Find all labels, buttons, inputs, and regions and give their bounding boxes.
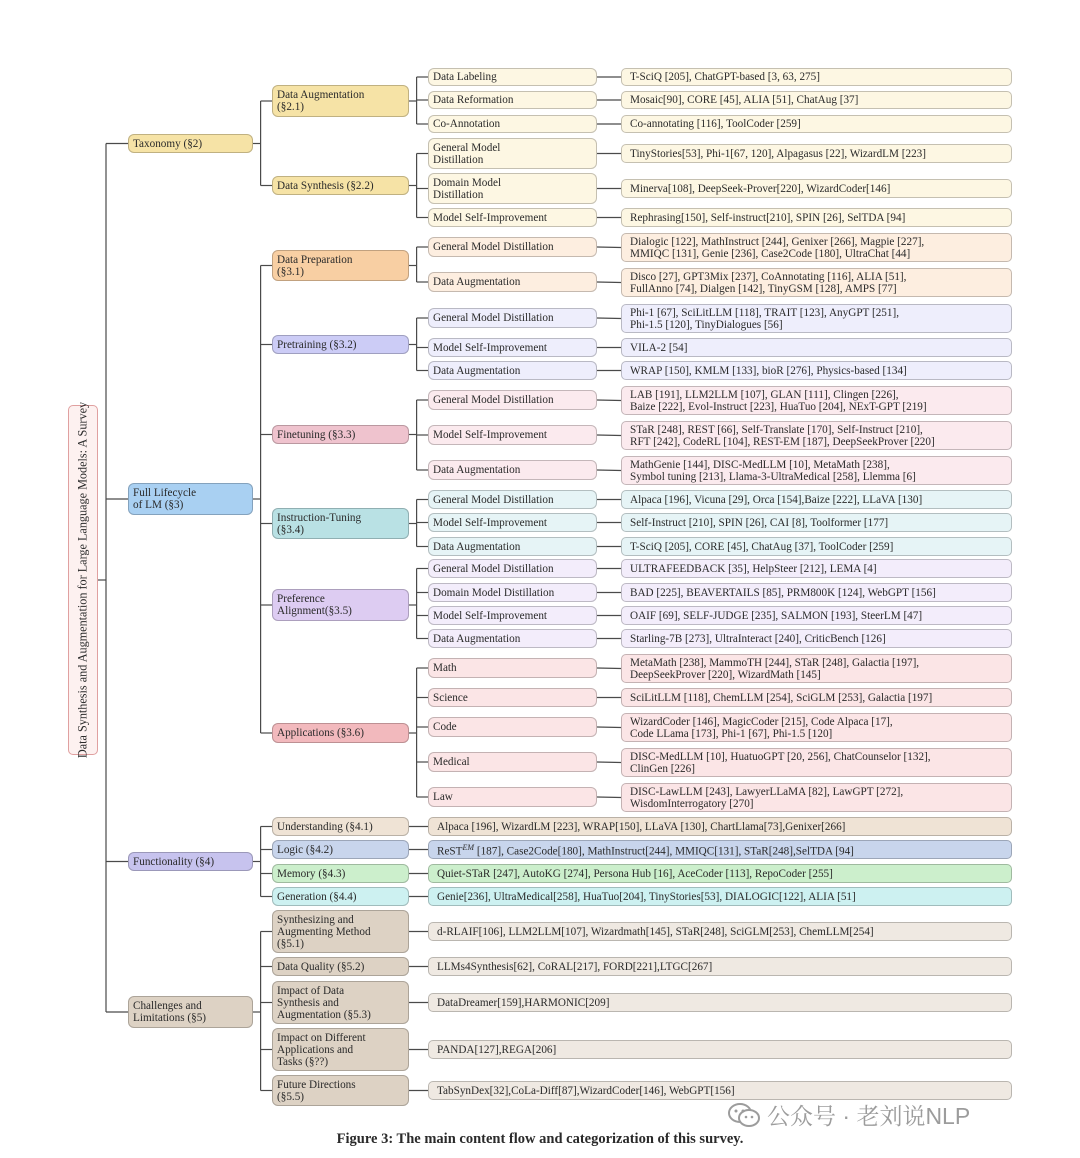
category-label: Pretraining (§3.2) <box>277 338 357 351</box>
category-box-ch4 <box>272 1028 409 1071</box>
reference-list-ch3-l <box>428 993 1012 1012</box>
category-label: Synthesizing and Augmenting Method (§5.1) <box>277 913 371 950</box>
category-box-app-med <box>428 752 597 772</box>
reference-list-fn-m-l <box>428 864 1012 883</box>
reference-text: Starling-7B [273], UltraInteract [240], CriticBench [126] <box>630 632 886 645</box>
reference-list-pre-a-l <box>621 361 1012 380</box>
reference-text: d-RLAIF[106], LLM2LLM[107], Wizardmath[145], STaR[248], SciGLM[253], ChemLLM[254] <box>437 925 874 938</box>
reference-text: Co-annotating [116], ToolCoder [259] <box>630 118 801 130</box>
category-box-syn22 <box>272 176 409 195</box>
reference-text: Dialogic [122], MathInstruct [244], Genixer [266], Magpie [227], MMIQC [131], Genie [236], Case2Code [180], UltraChat [44] <box>630 235 925 260</box>
category-label: Domain Model Distillation <box>433 586 555 599</box>
reference-text: Genie[236], UltraMedical[258], HuaTuo[204], TinyStories[53], DIALOGIC[122], ALIA [51] <box>437 890 856 903</box>
reference-text: MetaMath [238], MammoTH [244], STaR [248], Galactia [197], DeepSeekProver [220], WizardMath [145] <box>630 656 920 681</box>
reference-text: LLMs4Synthesis[62], CoRAL[217], FORD[221],LTGC[267] <box>437 960 713 973</box>
reference-list-ft-m-l <box>621 421 1012 450</box>
category-box-pa-d <box>428 583 597 602</box>
category-label: Data Quality (§5.2) <box>277 960 365 973</box>
category-label: Challenges and Limitations (§5) <box>133 1000 207 1024</box>
category-label: Data Augmentation <box>433 364 521 377</box>
category-label: Logic (§4.2) <box>277 843 333 856</box>
category-box-pa-m <box>428 606 597 625</box>
category-label: Impact of Data Synthesis and Augmentation (§5.3) <box>277 984 371 1021</box>
reference-list-app-med-l <box>621 748 1012 777</box>
category-box-coa <box>428 115 597 133</box>
category-box-pre-m <box>428 338 597 357</box>
reference-text: DISC-LawLLM [243], LawyerLLaMA [82], LawGPT [272], WisdomInterrogatory [270] <box>630 785 904 810</box>
category-box-ref <box>428 91 597 109</box>
category-label: Data Augmentation <box>433 632 521 645</box>
category-box-app-sci <box>428 688 597 707</box>
category-label: Model Self-Improvement <box>433 609 548 622</box>
reference-list-app-code-l <box>621 713 1012 742</box>
reference-list-prep-a-l <box>621 268 1012 297</box>
connector-line <box>597 668 621 669</box>
root-title: Data Synthesis and Augmentation for Large Language Models: A Survey <box>75 401 90 759</box>
reference-text: Phi-1 [67], SciLitLLM [118], TRAIT [123], AnyGPT [251], Phi-1.5 [120], TinyDialogues [56] <box>630 306 900 331</box>
category-box-ch3 <box>272 981 409 1024</box>
category-box-prep <box>272 250 409 281</box>
reference-list-fn-u-l <box>428 817 1012 836</box>
reference-text: TinyStories[53], Phi-1[67, 120], Alpagasus [22], WizardLM [223] <box>630 147 926 160</box>
category-label: Generation (§4.4) <box>277 890 357 903</box>
category-label: Science <box>433 691 468 704</box>
category-label: Data Synthesis (§2.2) <box>277 179 374 192</box>
reference-list-pa-d-l <box>621 583 1012 602</box>
reference-text: PANDA[127],REGA[206] <box>437 1043 557 1056</box>
reference-text: BAD [225], BEAVERTAILS [85], PRM800K [124], WebGPT [156] <box>630 586 936 599</box>
category-label: Preference Alignment(§3.5) <box>277 593 352 617</box>
reference-text: Quiet-STaR [247], AutoKG [274], Persona Hub [16], AceCoder [113], RepoCoder [255] <box>437 867 833 880</box>
category-label: Model Self-Improvement <box>433 341 548 354</box>
category-label: Finetuning (§3.3) <box>277 428 356 441</box>
reference-text: Alpaca [196], Vicuna [29], Orca [154],Baize [222], LLaVA [130] <box>630 493 923 506</box>
reference-text: SciLitLLM [118], ChemLLM [254], SciGLM [253], Galactia [197] <box>630 691 933 704</box>
category-label: General Model Distillation <box>433 562 554 575</box>
reference-text: TabSynDex[32],CoLa-Diff[87],WizardCoder[146], WebGPT[156] <box>437 1084 735 1097</box>
category-label: Domain Model Distillation <box>433 176 502 201</box>
reference-text: OAIF [69], SELF-JUDGE [235], SALMON [193], SteerLM [47] <box>630 609 923 622</box>
reference-list-fn-g-l <box>428 887 1012 906</box>
category-box-ch5 <box>272 1075 409 1106</box>
connector-line <box>597 470 621 471</box>
reference-text: Minerva[108], DeepSeek-Prover[220], WizardCoder[146] <box>630 182 891 195</box>
watermark <box>727 1098 970 1131</box>
reference-text: DataDreamer[159],HARMONIC[209] <box>437 996 610 1009</box>
category-label: Co-Annotation <box>433 118 501 130</box>
category-label: General Model Distillation <box>433 241 554 253</box>
root-title-box <box>68 401 98 759</box>
reference-list-ch4-l <box>428 1040 1012 1059</box>
category-label: Taxonomy (§2) <box>133 137 203 150</box>
reference-text: Self-Instruct [210], SPIN [26], CAI [8], Toolformer [177] <box>630 516 889 529</box>
category-box-it-m <box>428 513 597 532</box>
category-label: Data Labeling <box>433 71 497 83</box>
category-box-ft <box>272 425 409 444</box>
category-box-app-law <box>428 787 597 807</box>
reference-text: DISC-MedLLM [10], HuatuoGPT [20, 256], ChatCounselor [132], ClinGen [226] <box>630 750 931 775</box>
reference-text: ULTRAFEEDBACK [35], HelpSteer [212], LEMA [4] <box>630 562 877 575</box>
category-box-it-g <box>428 490 597 509</box>
category-box-pa-a <box>428 629 597 648</box>
reference-list-pa-g-l <box>621 559 1012 578</box>
category-box-msi22 <box>428 208 597 227</box>
reference-list-pre-m-l <box>621 338 1012 357</box>
category-box-gmd22 <box>428 138 597 169</box>
category-label: Code <box>433 721 457 733</box>
category-label: General Model Distillation <box>433 493 554 506</box>
reference-list-it-g-l <box>621 490 1012 509</box>
reference-list-lab-l <box>621 68 1012 86</box>
category-label: Law <box>433 791 453 803</box>
category-label: Functionality (§4) <box>133 855 215 868</box>
reference-list-pa-a-l <box>621 629 1012 648</box>
reference-text: STaR [248], REST [66], Self-Translate [170], Self-Instruct [210], RFT [242], CodeRL [104], REST-EM [187], DeepSeekProver [220] <box>630 423 935 448</box>
category-label: Data Preparation (§3.1) <box>277 253 353 278</box>
category-label: Math <box>433 662 457 674</box>
category-box-lab <box>428 68 597 86</box>
reference-list-prep-g-l <box>621 233 1012 262</box>
category-label: Data Augmentation <box>433 464 521 476</box>
category-box-ch1 <box>272 910 409 953</box>
category-label: Impact on Different Applications and Tasks (§??) <box>277 1031 366 1068</box>
category-label: Data Augmentation (§2.1) <box>277 89 365 113</box>
category-label: Data Augmentation <box>433 276 521 288</box>
reference-list-msi22-l <box>621 208 1012 227</box>
reference-text: WizardCoder [146], MagicCoder [215], Code Alpaca [17], Code LLama [173], Phi-1 [67], Phi-1.5 [120] <box>630 715 893 740</box>
reference-list-pa-m-l <box>621 606 1012 625</box>
reference-list-ch2-l <box>428 957 1012 976</box>
category-box-fn-m <box>272 864 409 883</box>
reference-list-ft-g-l <box>621 386 1012 415</box>
reference-list-app-law-l <box>621 783 1012 812</box>
category-box-ft-m <box>428 425 597 445</box>
category-box-fn-g <box>272 887 409 906</box>
category-box-pre <box>272 335 409 354</box>
reference-text: WRAP [150], KMLM [133], bioR [276], Physics-based [134] <box>630 364 907 377</box>
category-box-app <box>272 723 409 743</box>
reference-list-dmd22-l <box>621 179 1012 198</box>
connector-line <box>597 727 621 728</box>
category-box-ft-g <box>428 390 597 410</box>
category-box-ch2 <box>272 957 409 976</box>
category-label: Data Augmentation <box>433 540 521 553</box>
reference-text: ReST$^{EM}$ [187], Case2Code[180], MathInstruct[244], MMIQC[131], STaR[248],SelTDA [94] <box>437 842 854 858</box>
reference-text: T-SciQ [205], ChatGPT-based [3, 63, 275] <box>630 71 820 83</box>
connector-line <box>597 318 621 319</box>
reference-text: Alpaca [196], WizardLM [223], WRAP[150], LLaVA [130], ChartLlama[73],Genixer[266] <box>437 820 846 833</box>
category-label: Medical <box>433 756 470 768</box>
reference-list-ft-a-l <box>621 456 1012 485</box>
category-box-flc <box>128 483 253 515</box>
category-box-app-code <box>428 717 597 737</box>
reference-list-it-a-l <box>621 537 1012 556</box>
category-box-it-a <box>428 537 597 556</box>
reference-list-gmd22-l <box>621 144 1012 163</box>
category-box-tax <box>128 134 253 153</box>
category-label: General Model Distillation <box>433 394 554 406</box>
category-box-fn-l <box>272 840 409 859</box>
reference-text: LAB [191], LLM2LLM [107], GLAN [111], Clingen [226], Baize [222], Evol-Instruct [223], HuaTuo [204], NExT-GPT [219] <box>630 388 927 413</box>
reference-list-ref-l <box>621 91 1012 109</box>
reference-list-pre-g-l <box>621 304 1012 333</box>
category-box-app-math <box>428 658 597 678</box>
connector-line <box>597 762 621 763</box>
reference-list-fn-l-l <box>428 840 1012 859</box>
category-box-dmd22 <box>428 173 597 204</box>
connector-line <box>597 435 621 436</box>
connector-line <box>597 400 621 401</box>
category-box-fn-u <box>272 817 409 836</box>
category-label: Applications (§3.6) <box>277 727 364 739</box>
reference-list-app-math-l <box>621 654 1012 683</box>
category-box-pa-g <box>428 559 597 578</box>
category-label: Memory (§4.3) <box>277 867 346 880</box>
reference-text: Disco [27], GPT3Mix [237], CoAnnotating [116], ALIA [51], FullAnno [74], Dialgen [142], TinyGSM [128], AMPS [77] <box>630 270 907 295</box>
category-box-aug21 <box>272 85 409 117</box>
category-box-pa <box>272 589 409 621</box>
reference-list-app-sci-l <box>621 688 1012 707</box>
reference-list-ch1-l <box>428 922 1012 941</box>
category-box-ft-a <box>428 460 597 480</box>
category-label: Model Self-Improvement <box>433 516 548 529</box>
category-label: General Model Distillation <box>433 141 501 166</box>
category-label: Data Reformation <box>433 94 514 106</box>
category-box-it <box>272 508 409 539</box>
connector-line <box>597 282 621 283</box>
category-box-fn <box>128 852 253 871</box>
reference-list-coa-l <box>621 115 1012 133</box>
watermark-text: 公众号 · 老刘说NLP <box>767 1103 971 1129</box>
reference-text: MathGenie [144], DISC-MedLLM [10], MetaMath [238], Symbol tuning [213], Llama-3-UltraMedical [258], Llemma [6] <box>630 458 916 483</box>
connector-line <box>597 247 621 248</box>
category-box-prep-a <box>428 272 597 292</box>
reference-text: Mosaic[90], CORE [45], ALIA [51], ChatAug [37] <box>630 94 859 106</box>
category-label: Instruction-Tuning (§3.4) <box>277 511 362 536</box>
category-label: Understanding (§4.1) <box>277 820 373 833</box>
category-box-pre-g <box>428 308 597 328</box>
category-label: Model Self-Improvement <box>433 429 548 441</box>
reference-text: T-SciQ [205], CORE [45], ChatAug [37], ToolCoder [259] <box>630 540 894 553</box>
category-label: Future Directions (§5.5) <box>277 1078 356 1103</box>
category-label: General Model Distillation <box>433 312 554 324</box>
category-label: Model Self-Improvement <box>433 211 548 224</box>
category-label: Full Lifecycle of LM (§3) <box>133 487 197 511</box>
reference-list-it-m-l <box>621 513 1012 532</box>
figure-caption: Figure 3: The main content flow and categorization of this survey. <box>336 1131 744 1147</box>
category-box-ch <box>128 996 253 1028</box>
reference-text: VILA-2 [54] <box>630 341 688 354</box>
wechat-icon <box>727 1102 761 1128</box>
connector-line <box>597 797 621 798</box>
category-box-prep-g <box>428 237 597 257</box>
reference-text: Rephrasing[150], Self-instruct[210], SPIN [26], SelTDA [94] <box>630 211 906 224</box>
category-box-pre-a <box>428 361 597 380</box>
